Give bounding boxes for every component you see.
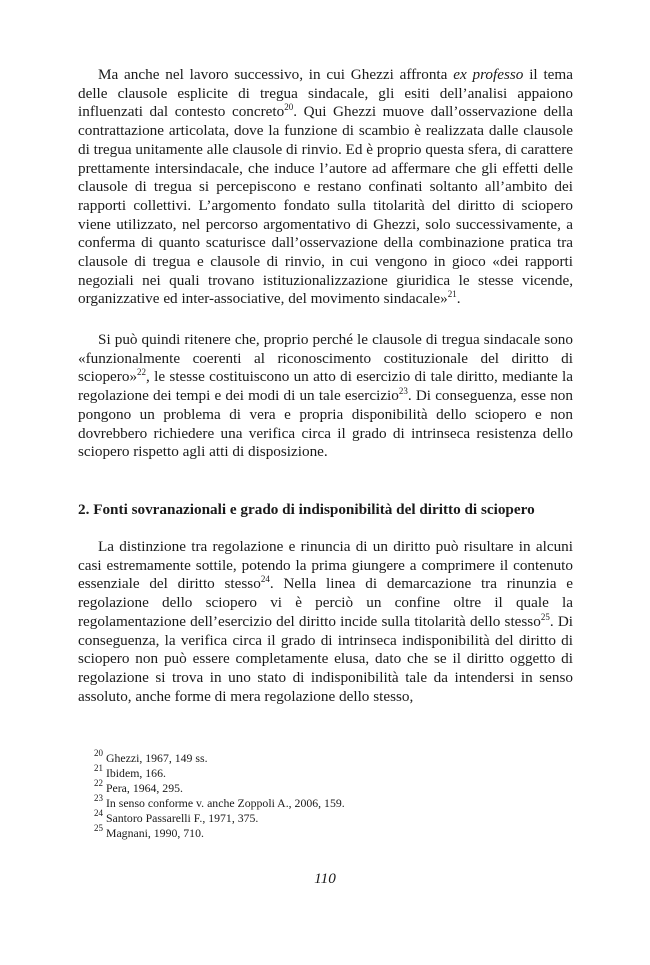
footnote	[94, 808, 574, 826]
footnote-ref-24[interactable]: 24	[260, 574, 270, 585]
footnote	[94, 748, 574, 766]
footnote-text: Pera, 1964, 295.	[105, 781, 183, 795]
text-run: Ma anche nel lavoro successivo, in cui Ghezzi affronta	[98, 66, 454, 83]
text-run: . Di conseguenza, esse non pongono un problema di vera e propria disponibilità dello sciopero e non dovrebbero richiedere una verifica circa il grado di intrinseca resistenza dello sciopero rispetto agli atti di disposizione.	[78, 387, 573, 461]
footnote-number: 23	[94, 793, 103, 803]
footnote-number: 22	[94, 778, 103, 788]
text-run: Si può quindi ritenere che, proprio perché le clausole di tregua sindacale sono «funzionalmente coerenti al riconoscimento costituzionale del diritto di sciopero»	[78, 331, 573, 386]
footnote-text: Santoro Passarelli F., 1971, 375.	[105, 811, 259, 825]
footnote-number: 21	[94, 763, 103, 773]
footnote-ref-23[interactable]: 23	[398, 386, 408, 397]
footnote	[94, 793, 574, 811]
footnote-number: 20	[94, 748, 103, 758]
body-paragraph-2	[78, 331, 573, 462]
text-run: . Di conseguenza, la verifica circa il grado di intrinseca indisponibilità del diritto di sciopero non può essere completamente elusa, dato che se il diritto oggetto di regolazione si trova in uno stato di indisponibilità tale da intendersi in senso assoluto, anche forme di mera regolazione dello stesso,	[78, 612, 573, 705]
text-run: . Nella linea di demarcazione tra rinunzia e regolazione dello sciopero vi è perciò un confine oltre il quale la regolamentazione dell’esercizio del diritto incide sulla titolarità dello stesso	[78, 575, 573, 630]
section-heading: 2. Fonti sovranazionali e grado di indisponibilità del diritto di sciopero	[78, 501, 535, 518]
body-paragraph-1	[78, 66, 573, 309]
footnote-text: In senso conforme v. anche Zoppoli A., 2006, 159.	[105, 796, 345, 810]
footnote	[94, 763, 574, 781]
footnote	[94, 823, 574, 841]
text-run: .	[456, 290, 461, 308]
page-number: 110	[314, 870, 336, 887]
text-run: , le stesse costituiscono un atto di esercizio di tale diritto, mediante la regolazione dei tempi e dei modi di un tale esercizio	[78, 368, 573, 405]
footnote-text: Ibidem, 166.	[105, 766, 166, 780]
body-paragraph-3	[78, 538, 573, 706]
footnotes	[94, 748, 574, 841]
footnote-ref-25[interactable]: 25	[540, 611, 550, 622]
footnote-number: 24	[94, 808, 103, 818]
italic-phrase: ex professo	[453, 66, 524, 83]
text-run: . Qui Ghezzi muove dall’osservazione della contrattazione articolata, dove la funzione di scambio è realizzata dalle clausole di tregua unitamente alle clausole di rinvio. Ed è proprio questa sfera, di carattere prettamente intersindacale, che induce l’autore ad affermare che gli effetti delle clausole di tregua si percepiscono e restano confinati soltanto all’ambito dei rapporti collettivi. L’argomento fondato sulla titolarità del diritto di sciopero viene utilizzato, nel percorso argomentativo di Ghezzi, solo successivamente, a conferma di quanto scaturisce dall’osservazione della combinazione pratica tra clausole di tregua e clausole di rinvio, in cui vengono in gioco «dei rapporti negoziali nei quali trovano istituzionalizzazione giuridica le stesse vicende, organizzative ed inter-associative, del movimento sindacale»	[78, 103, 574, 308]
footnote-ref-20[interactable]: 20	[284, 102, 294, 113]
footnote-text: Ghezzi, 1967, 149 ss.	[105, 751, 208, 765]
footnote-ref-22[interactable]: 22	[137, 367, 147, 378]
text-run: il tema delle clausole esplicite di tregua sindacale, gli esiti dell’analisi appaiono influenzati dal contesto concreto	[78, 66, 573, 121]
footnote	[94, 778, 574, 796]
text-run: La distinzione tra regolazione e rinuncia di un diritto può risultare in alcuni casi estremamente sottile, potendo la prima giungere a comprimere il contenuto essenziale del diritto stesso	[78, 538, 573, 593]
footnote-number: 25	[94, 823, 103, 833]
footnote-text: Magnani, 1990, 710.	[105, 826, 204, 840]
footnote-ref-21[interactable]: 21	[447, 289, 457, 300]
